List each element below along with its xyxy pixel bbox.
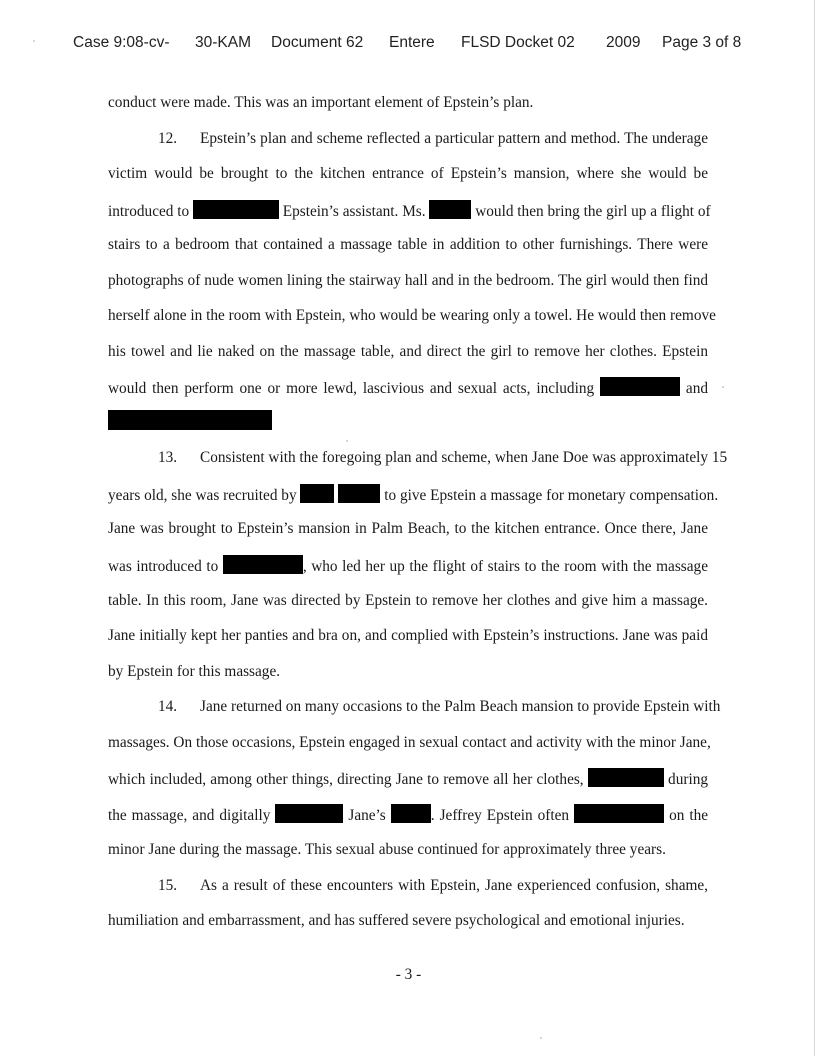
redaction-block [300,484,334,503]
p12-line-5: photographs of nude women lining the stairway hall and in the bedroom. The girl would then find [108,272,708,289]
header-page: Page 3 of 8 [662,34,742,51]
p12-line-9 [108,410,708,433]
redaction-block [429,200,471,219]
redaction-block [574,804,664,823]
p12-line-1: 12. Epstein’s plan and scheme reflected a particular pattern and method. The underage [158,130,708,147]
p14-number: 14. [158,698,178,715]
p13-line-7: by Epstein for this massage. [108,663,281,680]
p11-end: conduct were made. This was an important element of Epstein’s plan. [108,94,534,111]
p13-line-5: table. In this room, Jane was directed by Epstein to remove her clothes and give him a massage. [108,592,708,609]
p13-line-1: 13. Consistent with the foregoing plan and scheme, when Jane Doe was approximately 15 [158,449,728,466]
p13-line-4: was introduced to , who led her up the flight of stairs to the room with the massage [108,555,708,577]
redaction-block [223,555,303,574]
p14-line-2: massages. On those occasions, Epstein engaged in sexual contact and activity with the minor Jane, [108,734,711,751]
p13-line-2: years old, she was recruited by to give Epstein a massage for monetary compensation. [108,484,708,506]
redaction-block [391,804,431,823]
p14-line-1: 14. Jane returned on many occasions to the Palm Beach mansion to provide Epstein with [158,698,721,715]
redaction-block [588,768,664,787]
scan-speck [540,1037,542,1039]
p13-line-6: Jane initially kept her panties and bra on, and complied with Epstein’s instructions. Jane was paid [108,627,708,644]
p12-line-4: stairs to a bedroom that contained a massage table in addition to other furnishings. There were [108,236,708,253]
p12-number: 12. [158,130,178,147]
header-case-tail: 30-KAM [195,34,251,51]
header-entered: Entere [389,34,435,51]
p15-line-2: humiliation and embarrassment, and has suffered severe psychological and emotional injuries. [108,912,685,929]
redaction-block [193,200,279,219]
p12-line-6: herself alone in the room with Epstein, who would be wearing only a towel. He would then remove [108,307,716,324]
redaction-block [600,377,680,396]
p13-number: 13. [158,449,178,466]
redaction-block [108,410,272,430]
p15-number: 15. [158,877,178,894]
header-docket: FLSD Docket 02 [461,34,575,51]
header-case: Case 9:08-cv- [73,34,170,51]
p12-line-3: introduced to Epstein’s assistant. Ms. would then bring the girl up a flight of [108,200,708,222]
p14-line-5: minor Jane during the massage. This sexual abuse continued for approximately three years. [108,841,666,858]
court-header-stamp [0,34,817,56]
scan-speck [722,386,724,388]
p12-line-2: victim would be brought to the kitchen entrance of Epstein’s mansion, where she would be [108,165,708,182]
p14-line-4: the massage, and digitally Jane’s . Jeffrey Epstein often on the [108,804,708,826]
redaction-block [338,484,380,503]
p14-line-3: which included, among other things, directing Jane to remove all her clothes, during [108,768,708,790]
header-year: 2009 [606,34,641,51]
p12-line-8: would then perform one or more lewd, lascivious and sexual acts, including and [108,377,708,399]
page-number: - 3 - [395,966,422,983]
p15-line-1: 15. As a result of these encounters with Epstein, Jane experienced confusion, shame, [158,877,708,894]
scan-edge-line [814,0,815,1056]
header-document: Document 62 [271,34,364,51]
redaction-block [275,804,343,823]
scan-speck [346,440,348,442]
p13-line-3: Jane was brought to Epstein’s mansion in Palm Beach, to the kitchen entrance. Once there, Jane [108,520,708,537]
p12-line-7: his towel and lie naked on the massage table, and direct the girl to remove her clothes. Epstein [108,343,708,360]
